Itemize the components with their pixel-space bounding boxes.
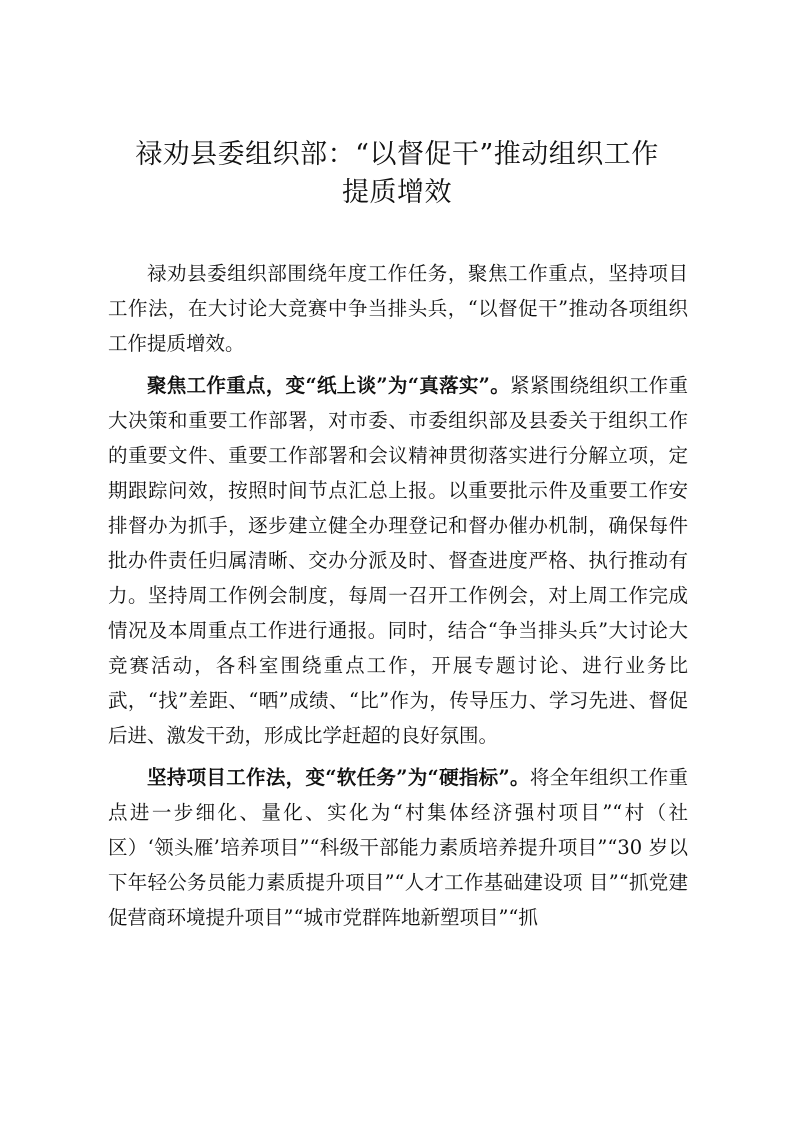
paragraph-project-method xyxy=(108,760,688,935)
paragraph-heading: 坚持项目工作法，变“软任务”为“硬指标”。 xyxy=(147,766,530,789)
document-title xyxy=(100,136,694,212)
title-line-2: 提质增效 xyxy=(342,177,452,208)
paragraph-text: 禄劝县委组织部围绕年度工作任务，聚焦工作重点，坚持项目工作法，在大讨论大竞赛中争当排头兵，“以督促干”推动各项组织工作提质增效。 xyxy=(108,262,688,355)
paragraph-text: 紧紧围绕组织工作重大决策和重要工作部署，对市委、市委组织部及县委关于组织工作的重要文件、重要工作部署和会议精神贯彻落实进行分解立项，定期跟踪问效，按照时间节点汇总上报。以重要批示件及重要工作安排督办为抓手，逐步建立健全办理登记和督办催办机制，确保每件批办件责任归属清晰、交办分派及时、督查进度严格、执行推动有力。坚持周工作例会制度，每周一召开工作例会，对上周工作完成情况及本周重点工作进行通报。同时，结合“争当排头兵”大讨论大竞赛活动，各科室围绕重点工作，开展专题讨论、进行业务比武，“找”差距、“晒”成绩、“比”作为，传导压力、学习先进、督促后进、激发干劲，形成比学赶超的良好氛围。 xyxy=(108,374,688,747)
title-line-1: 禄劝县委组织部：“以督促干”推动组织工作 xyxy=(135,139,659,170)
paragraph-intro xyxy=(108,256,688,361)
paragraph-text: 将全年组织工作重点进一步细化、量化、实化为“村集体经济强村项目”“村（社 区）‘领头雁’培养项目”“科级干部能力素质培养提升项目”“30 岁以下年轻公务员能力素质提升项目”“人才工作基础建设项 目”“抓党建促营商环境提升项目”“城市党群阵地新塑项目”“抓 xyxy=(108,766,688,929)
document-body xyxy=(108,256,688,942)
paragraph-heading: 聚焦工作重点，变“纸上谈”为“真落实”。 xyxy=(147,374,511,397)
paragraph-focus-key-work xyxy=(108,368,688,753)
